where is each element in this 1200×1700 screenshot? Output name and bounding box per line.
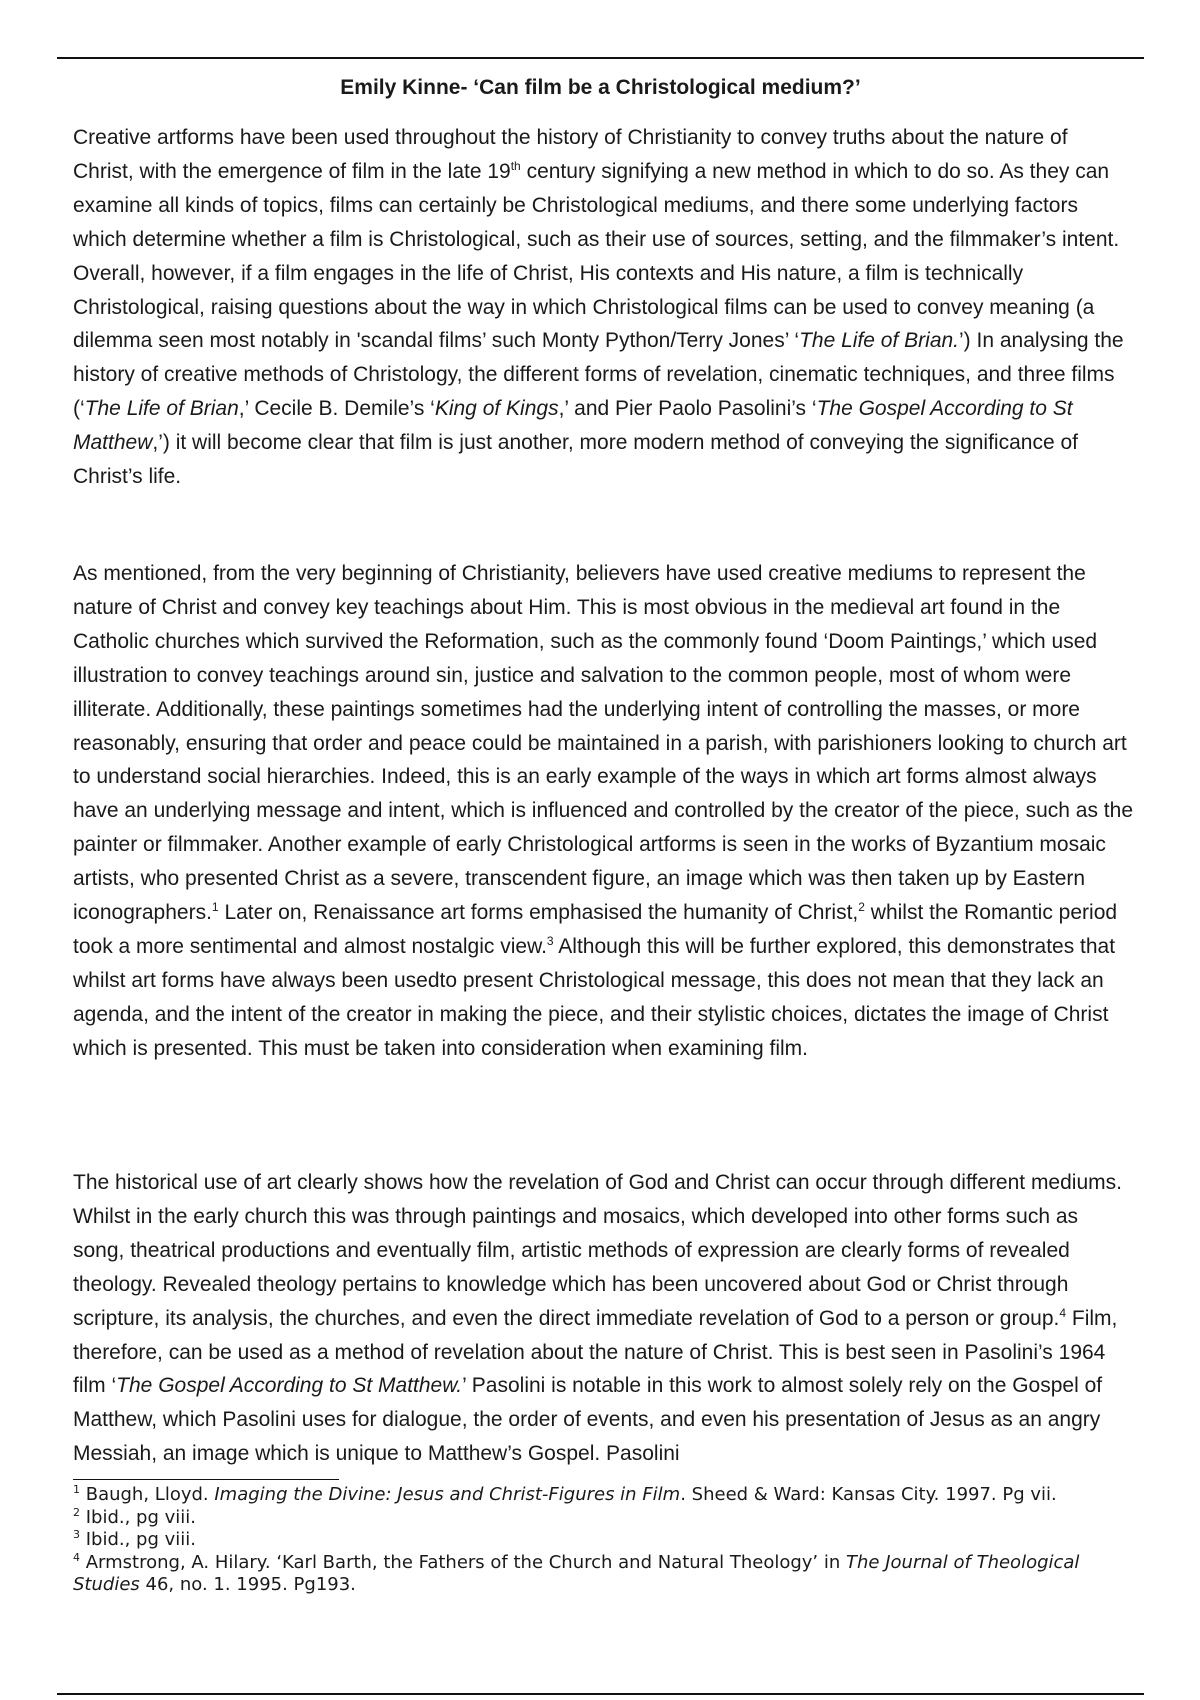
footnote-ref-3[interactable]: 3 — [546, 933, 554, 948]
footnote-4 — [73, 1552, 1143, 1597]
p1-text-6: ,’) it will become clear that film is just another, more modern method of conveying the significance of Christ’s life. — [73, 431, 1078, 489]
paragraph-art-history — [73, 557, 1133, 1066]
document-title: Emily Kinne- ‘Can film be a Christological medium?’ — [340, 76, 861, 99]
footnote-text: 46, no. 1. 1995. Pg193. — [139, 1574, 356, 1595]
p1-text-2: century signifying a new method in which to do so. As they can examine all kinds of topics, films can certainly be Christological mediums, and there some underlying factors which determine whether a film is Christological, such as their use of sources, setting, and the filmmaker’s intent. Overall, however, if a film engages in the life of Christ, His contexts and His nature, a film is technically Christological, raising questions about the way in which Christological films can be used to convey meaning (a dilemma seen most notably in 'scandal films’ such Monty Python/Terry Jones’ ‘ — [73, 159, 1120, 353]
film-title-king-of-kings: King of Kings — [434, 397, 559, 421]
footnote-text: Baugh, Lloyd. — [80, 1484, 215, 1505]
footnote-text: Armstrong, A. Hilary. ‘Karl Barth, the Fathers of the Church and Natural Theology’ in — [80, 1551, 847, 1573]
footnote-ref-2[interactable]: 2 — [858, 900, 865, 915]
footnote-ref-4[interactable]: 4 — [1059, 1305, 1067, 1320]
p3-text-2: Film, therefore, can be used as a method of revelation about the nature of Christ. This is best seen in Pasolini’s 1964 film ‘ — [73, 1306, 1118, 1398]
footnote-number: 2 — [73, 1505, 80, 1519]
p1-superscript-th: th — [510, 158, 521, 173]
p3-text-3: ’ Pasolini is notable in this work to almost solely rely on the Gospel of Matthew, which Pasolini uses for dialogue, the order of events, and even his presentation of Jesus as an angry Messiah, an image which is unique to Matthew’s Gospel. Pasolini — [73, 1374, 1103, 1466]
paragraph-revealed-theology — [73, 1166, 1133, 1471]
footnote-text: . Sheed & Ward: Kansas City. 1997. Pg vii. — [680, 1484, 1057, 1505]
p1-text-1: Creative artforms have been used throughout the history of Christianity to convey truths about the nature of Christ, with the emergence of film in the late 19 — [73, 126, 1068, 183]
film-title-life-of-brian: The Life of Brian — [84, 397, 239, 421]
footnote-text: Ibid., pg viii. — [80, 1529, 196, 1550]
footnote-ref-1[interactable]: 1 — [211, 900, 219, 915]
footnote-separator — [73, 1479, 339, 1480]
film-title-gospel-matthew: The Gospel According to St Matthew — [73, 397, 1073, 455]
p2-text-4: Although this will be further explored, this demonstrates that whilst art forms have always been usedto present Christological message, this does not mean that they lack an agenda, and the intent of the creator in making the piece, and their stylistic choices, dictates the image of Christ which is presented. This must be taken into consideration when examining film. — [73, 934, 1116, 1060]
footnote-number: 4 — [73, 1550, 80, 1564]
p1-text-4: ,’ Cecile B. Demile’s ‘ — [238, 397, 435, 421]
p2-text-3: whilst the Romantic period took a more sentimental and almost nostalgic view. — [73, 901, 1118, 958]
film-title-life-of-brian: The Life of Brian. — [799, 329, 960, 353]
p1-text-5: ,’ and Pier Paolo Pasolini’s ‘ — [558, 397, 817, 421]
footnote-3 — [73, 1529, 1143, 1552]
footnote-journal-title: The Journal of Theological Studies — [73, 1551, 1080, 1595]
footer-rule — [57, 1693, 1144, 1695]
p1-text-3: ’) In analysing the history of creative methods of Christology, the different forms of revelation, cinematic techniques, and three films (‘ — [73, 329, 1124, 421]
p3-text-1: The historical use of art clearly shows how the revelation of God and Christ can occur through different mediums. Whilst in the early church this was through paintings and mosaics, which developed into other forms such as song, theatrical productions and eventually film, artistic methods of expression are clearly forms of revealed theology. Revealed theology pertains to knowledge which has been uncovered about God or Christ through scripture, its analysis, the churches, and even the direct immediate revelation of God to a person or group. — [73, 1171, 1122, 1330]
p2-text-1: As mentioned, from the very beginning of Christianity, believers have used creative mediums to represent the nature of Christ and convey key teachings about Him. This is most obvious in the medieval art found in the Catholic churches which survived the Reformation, such as the commonly found ‘Doom Paintings,’ which used illustration to convey teachings around sin, justice and salvation to the common people, most of whom were illiterate. Additionally, these paintings sometimes had the underlying intent of controlling the masses, or more reasonably, ensuring that order and peace could be maintained in a parish, with parishioners looking to church art to understand social hierarchies. Indeed, this is an early example of the ways in which art forms almost always have an underlying message and intent, which is influenced and controlled by the creator of the piece, such as the painter or filmmaker. Another example of early Christological artforms is seen in the works of Byzantium mosaic artists, who presented Christ as a severe, transcendent figure, an image which was then taken up by Eastern iconographers. — [73, 562, 1133, 925]
footnotes — [73, 1484, 1143, 1597]
footnote-text: Ibid., pg viii. — [80, 1506, 196, 1528]
header-rule — [57, 57, 1144, 59]
footnote-1 — [73, 1484, 1143, 1507]
p2-text-2: Later on, Renaissance art forms emphasised the humanity of Christ, — [218, 901, 859, 925]
footnote-number: 1 — [73, 1483, 80, 1496]
film-title-gospel-matthew: The Gospel According to St Matthew. — [116, 1374, 463, 1398]
paragraph-introduction — [73, 121, 1133, 494]
footnote-2 — [73, 1507, 1143, 1530]
footnote-book-title: Imaging the Divine: Jesus and Christ-Figures in Film — [214, 1484, 681, 1505]
footnote-number: 3 — [73, 1528, 80, 1541]
